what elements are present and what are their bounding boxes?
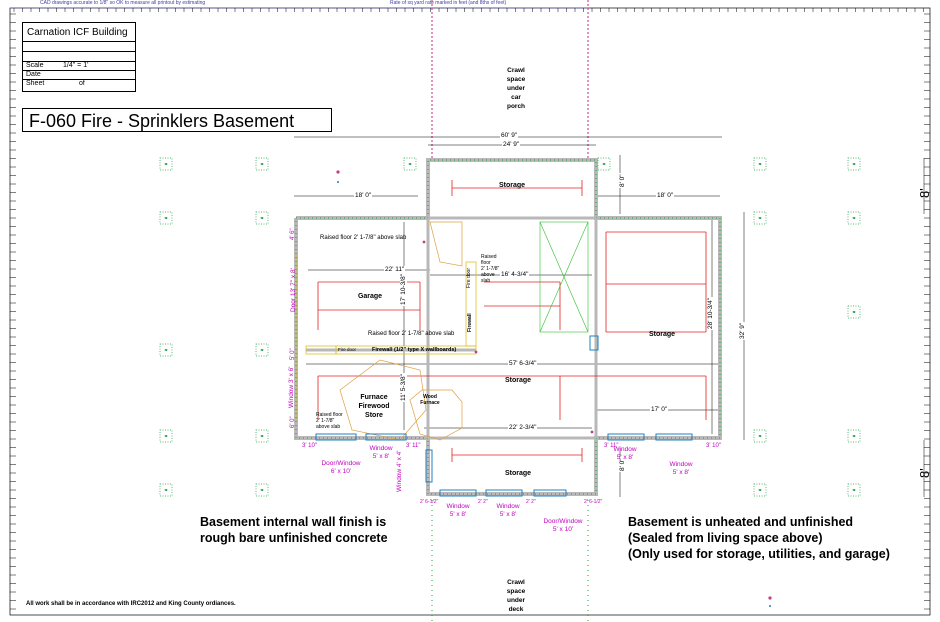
- win-3-11: 3' 11": [406, 443, 421, 449]
- note-raised-floor-center: Raised floor 2' 1-7/8" above slab: [481, 254, 500, 284]
- dim-right-depth: 28' 10-3/4": [707, 297, 714, 329]
- sheet-title: F-060 Fire - Sprinklers Basement: [22, 108, 332, 132]
- dim-right-17: 17' 0": [651, 406, 668, 413]
- dim-2-6-left: 2' 6-1/2": [420, 499, 439, 505]
- door-window-left: Door/Window 6' x 10': [321, 460, 361, 475]
- title-block: [22, 22, 136, 92]
- margin-8-top: 8': [917, 188, 932, 198]
- room-storage-center: Storage: [504, 377, 532, 384]
- pier-center: [261, 349, 263, 351]
- pier-center: [853, 163, 855, 165]
- crawl-space-bottom: Crawl space under deck: [506, 579, 526, 613]
- window-right-a: Window 5' x 8': [613, 446, 637, 461]
- dim-2-6-right: 2' 6-1/2": [584, 499, 603, 505]
- window-left-bottom: Window 5' x 8': [369, 445, 393, 460]
- top-note-left: CAD drawings accurate to 1/8" so OK to measure all printout by estimating: [40, 0, 206, 6]
- fire-door-label: Fire door: [466, 267, 472, 288]
- pier-markers: [160, 158, 860, 496]
- dim-2-2-b: 2' 2": [526, 499, 536, 505]
- wall-dots: [296, 160, 720, 494]
- door-left-label: Door 13' 7" x 8': [290, 268, 297, 312]
- wood-furnace: Wood Furnace: [420, 394, 440, 406]
- sheet-of: of: [79, 80, 85, 87]
- dim-top-8: 8' 0": [619, 174, 626, 187]
- firewall: [306, 262, 476, 354]
- dim-right-18: 18' 0": [657, 192, 674, 199]
- dim-overall-depth: 32' 9": [739, 322, 746, 339]
- pier-center: [261, 217, 263, 219]
- pier-center: [759, 163, 761, 165]
- pier-center: [853, 311, 855, 313]
- pier-center: [261, 435, 263, 437]
- pier-center: [603, 163, 605, 165]
- pier-center: [261, 163, 263, 165]
- sheet-label: Sheet: [26, 80, 45, 87]
- window-5x8-a: Window 5' x 8': [446, 503, 470, 518]
- dim-porch-width: 24' 9": [503, 141, 520, 148]
- firewall-label: Firewall (1/2" type X wallboards): [372, 347, 457, 353]
- pier-center: [759, 489, 761, 491]
- dim-garage-width: 22' 11": [385, 266, 405, 273]
- firewall-vertical-label: Firewall: [467, 313, 473, 332]
- room-garage: Garage: [357, 293, 383, 300]
- left-6-0: 6' 0": [290, 416, 296, 428]
- note-interior-finish: Basement internal wall finish is rough bare unfinished concrete: [200, 515, 388, 545]
- pier-center: [165, 435, 167, 437]
- room-storage-bottom: Storage: [504, 470, 532, 477]
- right-3-11: 3' 11": [604, 443, 619, 449]
- date-label: Date: [26, 71, 41, 78]
- dim-overall-width: 60' 9": [501, 132, 518, 139]
- window-left-label: Window 3' x 6': [288, 366, 295, 408]
- dim-2-2-a: 2' 2": [478, 499, 488, 505]
- stair-opening: [540, 222, 588, 332]
- left-5-0: 5' 0": [290, 348, 296, 360]
- scale-label: Scale: [26, 62, 44, 69]
- fire-door-left-label: Fire door: [338, 347, 357, 352]
- left-4-6: 4' 6": [290, 228, 296, 240]
- dim-bottom-8: 8' 0": [619, 458, 626, 471]
- door-window-center: Door/Window 5' x 10': [543, 518, 583, 533]
- project-name: Carnation ICF Building: [27, 27, 128, 38]
- dim-garage-depth: 17' 10-3/8": [400, 273, 407, 305]
- pier-center: [759, 217, 761, 219]
- dim-center-22: 22' 2-3/4": [509, 424, 537, 431]
- dim-full-width: 57' 6-3/4": [509, 360, 537, 367]
- top-note-right: Rate of sq yard rate marked in feet (and 8ths of feet): [390, 0, 507, 6]
- window-right-b: Window 5' x 8': [669, 461, 693, 476]
- pier-center: [853, 435, 855, 437]
- dim-furnace-depth: 11' 5-3/8": [400, 374, 407, 401]
- crawl-space-top: Crawl space under car porch: [506, 67, 526, 110]
- note-raised-floor-mid: Raised floor 2' 1-7/8" above slab: [368, 331, 455, 337]
- note-raised-floor-top: Raised floor 2' 1-7/8" above slab: [320, 235, 407, 241]
- pier-center: [165, 489, 167, 491]
- note-unheated: Basement is unheated and unfinished (Sealed from living space above) (Only used for storage, utilities, and garage): [628, 515, 890, 561]
- right-3-10: 3' 10": [706, 443, 721, 449]
- pier-center: [853, 489, 855, 491]
- note-raised-floor-furnace: Raised floor 2' 1-7/8" above slab: [316, 412, 343, 430]
- room-storage-right: Storage: [648, 331, 676, 338]
- pier-center: [165, 163, 167, 165]
- foundation-walls: [296, 160, 720, 494]
- dim-mid-width: 16' 4-3/4": [501, 271, 529, 278]
- window-5x8-b: Window 5' x 8': [496, 503, 520, 518]
- pier-center: [759, 435, 761, 437]
- pier-center: [409, 163, 411, 165]
- room-furnace: Furnace Firewood Store: [358, 394, 390, 419]
- note-code: All work shall be in accordance with IRC2012 and King County ordiances.: [26, 601, 236, 607]
- pier-center: [853, 217, 855, 219]
- pier-center: [261, 489, 263, 491]
- bottom-left-3-10: 3' 10": [302, 443, 317, 449]
- margin-8-bottom: 8': [917, 468, 932, 478]
- scale-value: 1/4" = 1': [63, 62, 89, 69]
- dim-left-18: 18' 0": [355, 192, 372, 199]
- pier-center: [165, 349, 167, 351]
- room-storage-top: Storage: [498, 182, 526, 189]
- pier-center: [165, 217, 167, 219]
- window-vertical: Window 4' x 4': [396, 450, 403, 492]
